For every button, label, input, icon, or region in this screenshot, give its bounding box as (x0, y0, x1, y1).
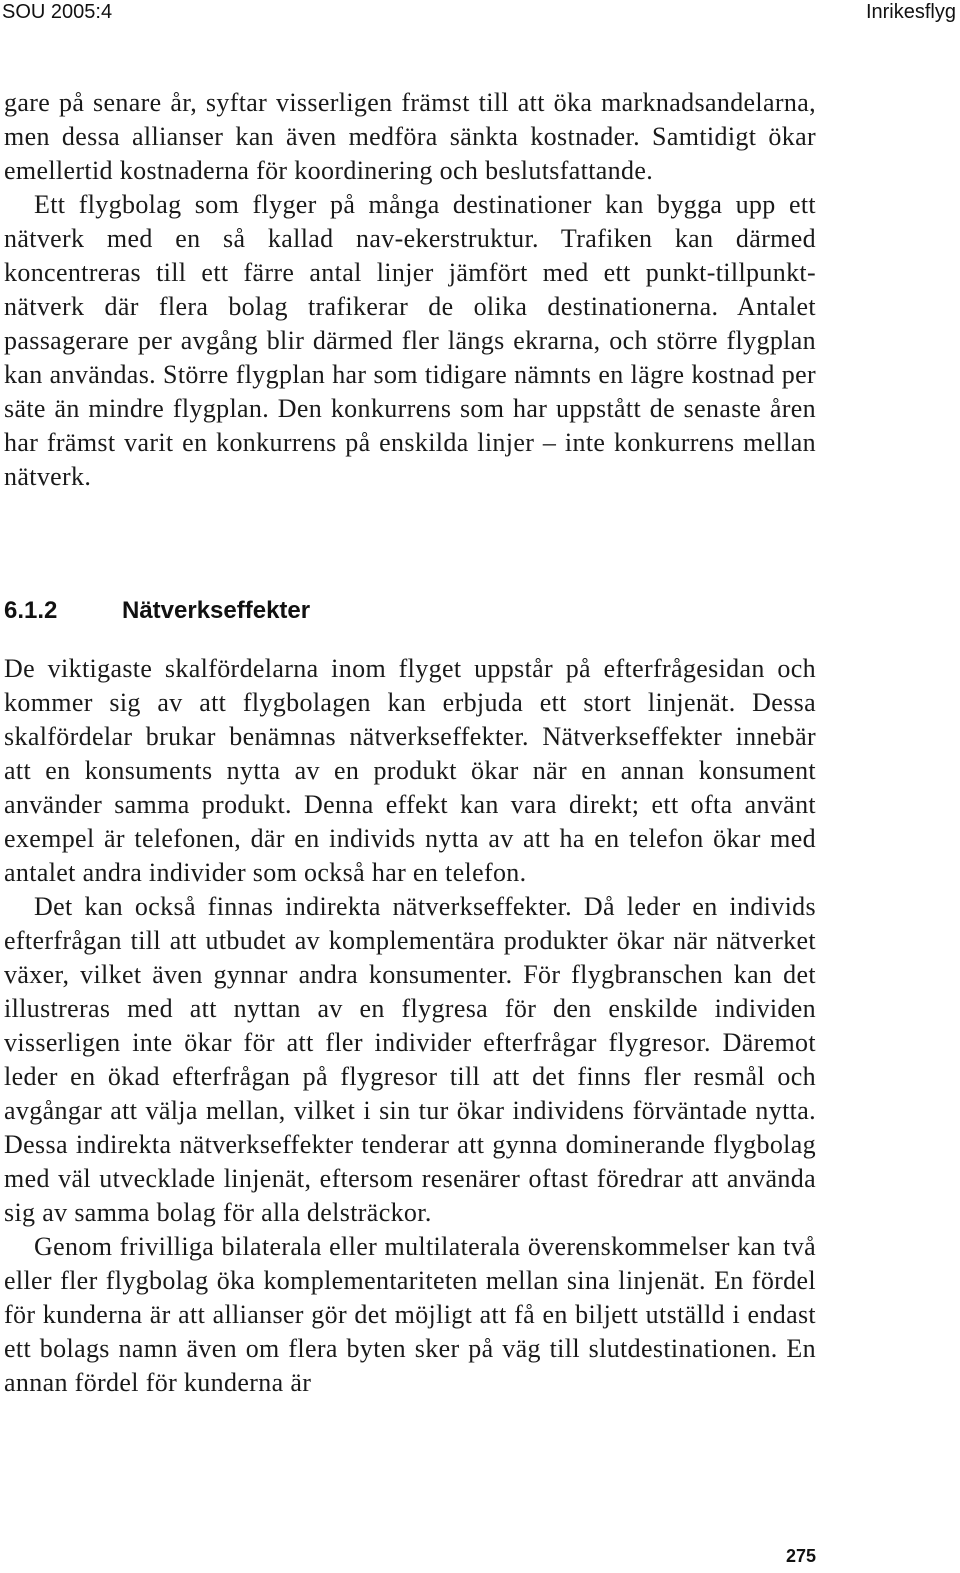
page-number: 275 (785, 1546, 816, 1566)
paragraph: Genom frivilliga bilaterala eller multilaterala överenskommelser kan två eller fler flygbolag öka komplementariteten mellan sina linjenät. En fördel för kunderna är att allianser gör det möjligt att få en biljett utställd i endast ett bolags namn även om flera byten sker på väg till slutdestinationen. En annan fördel för kunderna är (4, 1232, 816, 1397)
running-header (0, 0, 960, 26)
paragraph: Det kan också finnas indirekta nätverkseffekter. Då leder en individs efterfrågan till att utbudet av komplementära produkter ökar när nätverket växer, vilket även gynnar andra konsumenter. För flygbranschen kan det illustreras med att nyttan av en flygresa för den enskilde individen visserligen inte ökar för att fler individer efterfrågar flygresor. Däremot leder en ökad efterfrågan på flygresor till att det finns fler resmål och avgångar att välja mellan, vilket i sin tur ökar individens förväntade nytta. Dessa indirekta nätverkseffekter tenderar att gynna dominerande flygbolag med väl utvecklade linjenät, eftersom resenärer oftast föredrar att använda sig av samma bolag för alla delsträckor. (4, 892, 816, 1227)
paragraph: De viktigaste skalfördelarna inom flyget uppstår på efterfrågesidan och kommer sig av att flygbolagen kan erbjuda ett stort linjenät. Dessa skalfördelar brukar benämnas nätverkseffekter. Nätverkseffekter innebär att en konsuments nytta av en produkt ökar när en annan konsument använder samma produkt. Denna effekt kan vara direkt; ett ofta använt exempel är telefonen, där en individs nytta av att ha en telefon ökar med antalet andra individer som också har en telefon. (4, 654, 816, 887)
section-heading (4, 594, 816, 628)
body-text-section (4, 652, 816, 1400)
paragraph: gare på senare år, syftar visserligen främst till att öka marknadsandelarna, men dessa allianser kan även medföra sänkta kostnader. Samtidigt ökar emellertid kostnaderna för koordinering och beslutsfattande. (4, 88, 816, 185)
chapter-title: Inrikesflyg (865, 1, 956, 23)
section-title: Nätverkseffekter (122, 597, 311, 624)
paragraph: Ett flygbolag som flyger på många destinationer kan bygga upp ett nätverk med en så kallad nav-ekerstruktur. Trafiken kan därmed koncentreras till ett färre antal linjer jämfört med ett punkt-tillpunkt-nätverk där flera bolag trafikerar de olika destinationerna. Antalet passagerare per avgång blir därmed fler längs ekrarna, och större flygplan kan användas. Större flygplan har som tidigare nämnts en lägre kostnad per säte än mindre flygplan. Den konkurrens som har uppstått de senaste åren har främst varit en konkurrens på enskilda linjer – inte konkurrens mellan nätverk. (4, 190, 816, 491)
body-text-top (4, 86, 816, 494)
section-number: 6.1.2 (4, 597, 58, 624)
report-number: SOU 2005:4 (2, 1, 113, 23)
